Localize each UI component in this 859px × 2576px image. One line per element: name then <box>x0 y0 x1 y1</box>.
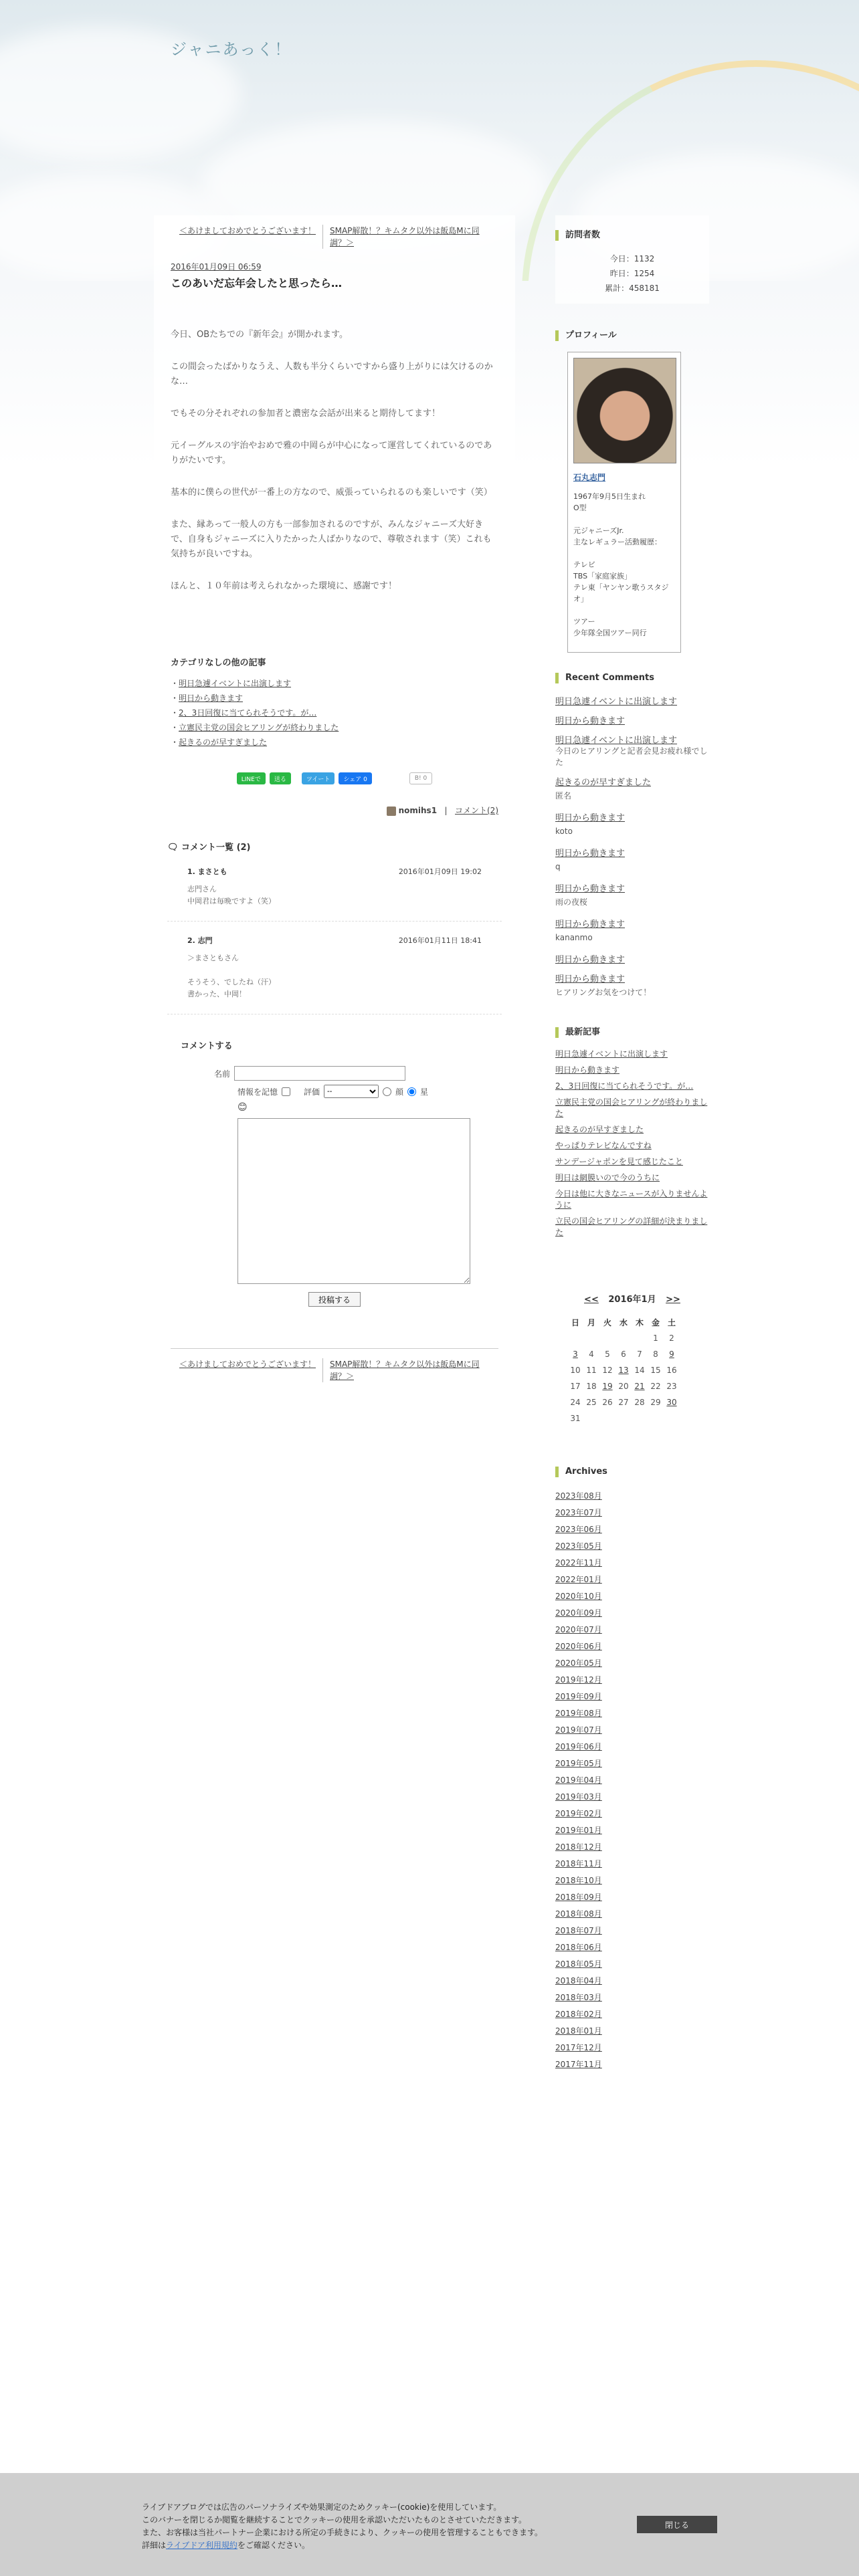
calendar-day <box>632 1330 648 1346</box>
calendar-day <box>632 1346 648 1362</box>
calendar-day-number: 29 <box>650 1398 661 1407</box>
prev-entry-link[interactable]: ＜あけましておめでとうございます！ <box>179 226 316 235</box>
archive-link[interactable]: 2018年02月 <box>555 2010 602 2019</box>
calendar-day[interactable] <box>615 1362 632 1378</box>
recent-comment-link[interactable]: 明日から動きます <box>555 955 626 965</box>
calendar-day <box>567 1378 583 1394</box>
new-entry-link[interactable]: 今日は他に大きなニュースが入りませんように <box>555 1189 708 1210</box>
tweet-button[interactable]: ツイート <box>302 772 335 784</box>
cookie-line: ライブドアブログでは広告のパーソナライズや効果測定のためクッキー(cookie)を使用しています。 <box>142 2502 502 2512</box>
recent-comment-link[interactable]: 明日から動きます <box>555 974 626 984</box>
entry-title: このあいだ忘年会したと思ったら… <box>171 277 343 290</box>
recent-comments-heading: Recent Comments <box>555 673 709 683</box>
calendar-day-number: 12 <box>602 1366 613 1375</box>
cookie-line: このバナーを閉じるか閲覧を継続することでクッキーの使用を承認いただいたものとさせていただきます。 <box>142 2515 527 2525</box>
archive-link[interactable]: 2023年05月 <box>555 1541 602 1551</box>
archive-link[interactable]: 2023年06月 <box>555 1525 602 1534</box>
calendar-day <box>648 1394 664 1410</box>
archive-link[interactable]: 2019年07月 <box>555 1725 602 1735</box>
calendar-day-number: 26 <box>602 1398 613 1407</box>
name-input[interactable] <box>234 1066 405 1081</box>
recent-comment-author: 雨の夜桜 <box>555 897 588 907</box>
new-entry-link[interactable]: 2、3日回復に当てられそうです。が… <box>555 1081 694 1091</box>
comment-textarea[interactable] <box>237 1118 470 1284</box>
archive-link[interactable]: 2019年12月 <box>555 1675 602 1685</box>
calendar-weekday: 水 <box>619 1317 628 1327</box>
calendar-day-number: 15 <box>650 1366 661 1375</box>
calendar-day[interactable] <box>599 1378 615 1394</box>
archive-link[interactable]: 2019年01月 <box>555 1826 602 1835</box>
hatena-bookmark-button[interactable]: B! 0 <box>409 772 432 784</box>
archive-link[interactable]: 2020年07月 <box>555 1625 602 1634</box>
facebook-share-button[interactable]: シェア 0 <box>339 772 371 784</box>
comment-author: 1. まさとも <box>187 867 227 876</box>
calendar-day <box>583 1378 599 1394</box>
line-send-button[interactable]: 送る <box>270 772 291 784</box>
calendar-day-number: 7 <box>637 1350 642 1359</box>
cookie-line: また、お客様は当社パートナー企業における所定の手続きにより、クッキーの使用を管理することもできます。 <box>142 2528 543 2537</box>
calendar-table <box>567 1314 680 1426</box>
cookie-banner <box>0 2473 859 2576</box>
calendar-weekday: 土 <box>667 1317 676 1327</box>
calendar-day <box>583 1330 599 1346</box>
comment-author: 2. 志門 <box>187 936 213 945</box>
entry-paragraph: ほんと、１０年前は考えられなかった環境に、感謝です！ <box>171 581 397 591</box>
calendar-day-number[interactable]: 9 <box>669 1350 674 1359</box>
author-avatar <box>387 807 396 816</box>
calendar <box>555 1292 709 1426</box>
recent-comment-author: kananmo <box>555 933 593 942</box>
calendar-day-number: 24 <box>570 1398 581 1407</box>
recent-comments <box>555 673 709 1000</box>
calendar-weekday: 日 <box>571 1317 579 1327</box>
new-entries <box>555 1027 709 1239</box>
archive-link[interactable]: 2017年12月 <box>555 2043 602 2052</box>
bad-radio[interactable] <box>383 1087 391 1096</box>
calendar-month: 2016年1月 <box>608 1295 656 1305</box>
calendar-day[interactable] <box>632 1378 648 1394</box>
new-entry-link[interactable]: 立憲民主党の国会ヒアリングが終わりました <box>555 1097 708 1118</box>
calendar-day <box>599 1362 615 1378</box>
calendar-day <box>664 1410 680 1426</box>
author-row: nomihs1 | コメント(2) <box>171 804 498 816</box>
calendar-next-link[interactable]: >> <box>666 1295 680 1305</box>
calendar-day <box>632 1394 648 1410</box>
archive-link[interactable]: 2019年04月 <box>555 1776 602 1785</box>
rating-select[interactable] <box>324 1085 379 1098</box>
archive-link[interactable]: 2020年05月 <box>555 1658 602 1668</box>
calendar-day <box>648 1346 664 1362</box>
recent-comment-link[interactable]: 起きるのが早すぎました <box>555 778 652 788</box>
recent-comment-author: ヒアリングお気をつけて！ <box>555 988 652 997</box>
archive-link[interactable]: 2023年08月 <box>555 1491 602 1501</box>
visits-today: 今日：1132 <box>609 254 655 263</box>
rating-label: 評価 <box>304 1087 320 1097</box>
archive-link[interactable]: 2018年06月 <box>555 1943 602 1952</box>
calendar-day <box>615 1410 632 1426</box>
recent-comment-link[interactable]: 明日から動きます <box>555 813 626 823</box>
calendar-day <box>648 1410 664 1426</box>
archive-link[interactable]: 2023年07月 <box>555 1508 602 1517</box>
comment-text: ＞まさともさん そうそう、でしたね（汗） 書かった、中岡！ <box>187 954 276 998</box>
calendar-day-number: 25 <box>586 1398 597 1407</box>
recent-comment-author: 匿名 <box>555 791 572 800</box>
calendar-day-number: 5 <box>605 1350 610 1359</box>
site-title[interactable]: ジャニあっく！ <box>171 40 292 59</box>
new-entry-link[interactable]: 明日急遽イベントに出演します <box>555 1049 668 1059</box>
calendar-day-number[interactable]: 3 <box>573 1350 578 1359</box>
calendar-day <box>664 1330 680 1346</box>
entry-pager-bottom <box>171 1349 498 1389</box>
archive-link[interactable]: 2022年11月 <box>555 1558 602 1568</box>
profile-box <box>555 330 709 653</box>
calendar-day <box>648 1330 664 1346</box>
comment-text: 志門さん 中岡君は毎晩ですよ（笑） <box>187 885 276 905</box>
archive-link[interactable]: 2018年11月 <box>555 1859 602 1868</box>
new-entry-link[interactable]: サンデージャポンを見て感じたこと <box>555 1157 683 1166</box>
new-entry-link[interactable]: 起きるのが早すぎました <box>555 1125 644 1134</box>
calendar-day <box>664 1378 680 1394</box>
archive-link[interactable]: 2019年08月 <box>555 1709 602 1718</box>
recent-comment-link[interactable]: 明日から動きます <box>555 920 626 930</box>
profile-description: 1967年9月5日生まれ O型 元ジャニーズJr. 主なレギュラー活動履歴： テレビ TBS「家庭家族」 テレ東「ヤンヤン歌うスタジオ」 ツアー 少年隊全国ツアー同行 <box>573 492 669 637</box>
calendar-day-number: 23 <box>666 1382 677 1391</box>
archive-link[interactable]: 2018年01月 <box>555 2026 602 2036</box>
profile-name[interactable]: 石丸志門 <box>573 473 606 482</box>
comment-date: 2016年01月11日 18:41 <box>398 936 482 945</box>
calendar-day-number: 6 <box>621 1350 626 1359</box>
calendar-day-number: 31 <box>570 1414 581 1423</box>
calendar-day <box>664 1362 680 1378</box>
sidebar <box>555 215 709 2100</box>
recent-comment-link[interactable]: 明日から動きます <box>555 716 626 726</box>
archive-link[interactable]: 2019年06月 <box>555 1742 602 1751</box>
archive-link[interactable]: 2018年07月 <box>555 1926 602 1935</box>
entry <box>154 261 515 816</box>
calendar-day-number: 28 <box>634 1398 645 1407</box>
author-name: nomihs1 <box>398 806 438 815</box>
new-entry-link[interactable]: 立民の国会ヒアリングの詳細が決まりました <box>555 1216 708 1237</box>
new-entry-link[interactable]: やっぱりテレビなんですね <box>555 1141 652 1150</box>
calendar-day <box>648 1362 664 1378</box>
calendar-day-number: 18 <box>586 1382 597 1391</box>
archive-link[interactable]: 2019年05月 <box>555 1759 602 1768</box>
calendar-day <box>648 1378 664 1394</box>
new-entry-link[interactable]: 明日から動きます <box>555 1065 620 1075</box>
archive-link[interactable]: 2018年10月 <box>555 1876 602 1885</box>
archive-link[interactable]: 2018年08月 <box>555 1909 602 1919</box>
recent-comment-link[interactable]: 明日から動きます <box>555 849 626 859</box>
calendar-day <box>583 1410 599 1426</box>
entry-paragraph: でもその分それぞれの参加者と濃密な会話が出来ると期待してます！ <box>171 409 441 419</box>
cookie-line: 詳細は <box>142 2541 167 2550</box>
calendar-day <box>599 1410 615 1426</box>
good-radio[interactable] <box>407 1087 416 1096</box>
archives <box>555 1467 709 2073</box>
name-label: 名前 <box>214 1069 231 1079</box>
calendar-day-number: 1 <box>653 1333 658 1343</box>
profile-heading: プロフィール <box>555 330 709 341</box>
calendar-weekday: 木 <box>635 1317 644 1327</box>
next-entry-link[interactable]: SMAP解散！？キムタク以外は飯島Mに同調？＞ <box>330 1360 480 1381</box>
archive-link[interactable]: 2019年02月 <box>555 1809 602 1818</box>
calendar-day <box>599 1394 615 1410</box>
related-link[interactable]: 2、3日回復に当てられそうです。が… <box>179 708 317 718</box>
calendar-weekday: 月 <box>587 1317 595 1327</box>
calendar-day <box>567 1330 583 1346</box>
entry-date[interactable]: 2016年01月09日 06:59 <box>171 262 262 272</box>
calendar-day-number: 20 <box>618 1382 629 1391</box>
calendar-day <box>599 1346 615 1362</box>
bad-label: 顔 <box>395 1087 404 1097</box>
entry-paragraph: 元イーグルスの宇治やおめで雅の中岡らが中心になって運営してくれているのでありがたいです。 <box>171 441 492 465</box>
visitor-counter <box>555 215 709 304</box>
calendar-day <box>632 1410 648 1426</box>
calendar-day[interactable] <box>664 1394 680 1410</box>
cookie-line: をご確認ください。 <box>237 2541 310 2550</box>
entry-paragraph: 基本的に僕らの世代が一番上の方なので、威張っていられるのも楽しいです（笑） <box>171 488 492 498</box>
terms-link[interactable]: ライブドア利用規約 <box>166 2541 237 2550</box>
calendar-day-number: 22 <box>650 1382 661 1391</box>
prev-entry-link[interactable]: ＜あけましておめでとうございます！ <box>179 1360 316 1369</box>
calendar-day-number[interactable]: 30 <box>666 1398 677 1407</box>
calendar-day <box>615 1330 632 1346</box>
new-entry-link[interactable]: 明日は網膜いので今のうちに <box>555 1173 660 1182</box>
recent-comment-link[interactable]: 明日急遽イベントに出演します <box>555 697 678 707</box>
calendar-day <box>583 1394 599 1410</box>
calendar-day-number: 27 <box>618 1398 629 1407</box>
emoji-icon[interactable]: 😊 <box>237 1102 248 1113</box>
archive-link[interactable]: 2020年09月 <box>555 1608 602 1618</box>
calendar-day <box>567 1362 583 1378</box>
calendar-day <box>599 1330 615 1346</box>
calendar-day-number: 11 <box>586 1366 597 1375</box>
recent-comment-author: 今日のヒアリングと記者会見お疲れ様でした <box>555 746 708 767</box>
calendar-day-number: 8 <box>653 1350 658 1359</box>
calendar-day-number[interactable]: 13 <box>618 1366 629 1375</box>
related-articles: カテゴリなしの他の記事 ・明日急遽イベントに出演します ・明日から動きます ・2、3日回復に当てられそうです。が… ・立憲民主党の国会ヒアリングが終わりました ・起きるのが早すぎました <box>171 655 498 750</box>
recent-comment-link[interactable]: 明日から動きます <box>555 884 626 894</box>
related-link[interactable]: 立憲民主党の国会ヒアリングが終わりました <box>179 723 339 732</box>
cookie-close-button[interactable]: 閉じる <box>637 2516 717 2533</box>
calendar-day-number: 17 <box>570 1382 581 1391</box>
comments-link[interactable]: コメント(2) <box>455 806 498 815</box>
calendar-prev-link[interactable]: << <box>584 1295 599 1305</box>
calendar-weekday: 火 <box>603 1317 611 1327</box>
calendar-day[interactable] <box>664 1346 680 1362</box>
comment-date: 2016年01月09日 19:02 <box>398 867 482 876</box>
entry-pager-top <box>154 215 515 255</box>
recent-comment-author: koto <box>555 827 573 836</box>
comments-section <box>154 840 515 1014</box>
visits-yesterday: 昨日：1254 <box>609 269 655 278</box>
archive-link[interactable]: 2017年11月 <box>555 2060 602 2069</box>
comment-item <box>167 853 502 922</box>
calendar-day-number[interactable]: 19 <box>602 1382 613 1391</box>
line-share-button[interactable]: LINEで <box>237 772 266 784</box>
remember-checkbox[interactable] <box>282 1087 290 1096</box>
remember-label: 情報を記憶 <box>237 1087 278 1097</box>
archives-heading: Archives <box>555 1467 709 1477</box>
profile-photo <box>573 358 676 463</box>
archive-link[interactable]: 2018年12月 <box>555 1842 602 1852</box>
entry-paragraph: また、縁あって一般人の方も一部参加されるのですが、みんなジャニーズ大好きで、自身もジャニーズに入りたかった人ばかりなので、尊敬されます（笑）これも気持ちが良いですね。 <box>171 520 492 559</box>
related-link[interactable]: 明日から動きます <box>179 693 244 703</box>
submit-button[interactable]: 投稿する <box>308 1292 361 1307</box>
calendar-day <box>615 1378 632 1394</box>
calendar-day <box>567 1394 583 1410</box>
next-entry-link[interactable]: SMAP解散！？キムタク以外は飯島Mに同調？＞ <box>330 226 480 247</box>
entry-paragraph: この間会ったばかりなうえ、人数も半分くらいですから盛り上がりには欠けるのかな… <box>171 362 493 387</box>
calendar-day-number: 10 <box>570 1366 581 1375</box>
related-link[interactable]: 起きるのが早すぎました <box>179 738 268 747</box>
entry-body <box>171 328 498 594</box>
archive-link[interactable]: 2020年06月 <box>555 1642 602 1651</box>
archive-link[interactable]: 2019年09月 <box>555 1692 602 1701</box>
calendar-day-number: 4 <box>589 1350 594 1359</box>
cookie-text <box>142 2501 543 2552</box>
comments-heading: コメント一覧 (2) <box>181 843 251 853</box>
archive-link[interactable]: 2019年03月 <box>555 1792 602 1802</box>
archive-link[interactable]: 2022年01月 <box>555 1575 602 1584</box>
visitor-heading: 訪問者数 <box>555 230 709 241</box>
share-buttons <box>171 772 498 784</box>
calendar-day <box>583 1362 599 1378</box>
calendar-day-number: 2 <box>669 1333 674 1343</box>
calendar-day-number[interactable]: 21 <box>634 1382 645 1391</box>
comment-form-heading: コメントする <box>181 1041 233 1051</box>
entry-paragraph: 今日、OBたちでの『新年会』が開かれます。 <box>171 330 348 340</box>
comment-item <box>167 922 502 1014</box>
recent-comment-link[interactable]: 明日急遽イベントに出演します <box>555 736 678 746</box>
calendar-day-number: 14 <box>634 1366 645 1375</box>
calendar-day <box>567 1410 583 1426</box>
calendar-day[interactable] <box>567 1346 583 1362</box>
visits-total: 累計：458181 <box>605 284 660 293</box>
calendar-day <box>615 1394 632 1410</box>
calendar-day <box>615 1346 632 1362</box>
good-label: 星 <box>420 1087 429 1097</box>
archive-link[interactable]: 2018年04月 <box>555 1976 602 1985</box>
comment-icon: 🗨 <box>167 843 179 853</box>
related-heading: カテゴリなしの他の記事 <box>171 658 266 668</box>
calendar-day <box>632 1362 648 1378</box>
calendar-day-number: 16 <box>666 1366 677 1375</box>
calendar-weekday: 金 <box>651 1317 660 1327</box>
recent-comment-author: q <box>555 862 561 871</box>
archive-link[interactable]: 2020年10月 <box>555 1592 602 1601</box>
related-link[interactable]: 明日急遽イベントに出演します <box>179 679 292 688</box>
main-column <box>154 215 515 1416</box>
comment-form <box>154 1014 515 1307</box>
archive-link[interactable]: 2018年03月 <box>555 1993 602 2002</box>
new-entries-heading: 最新記事 <box>555 1027 709 1038</box>
archive-link[interactable]: 2018年05月 <box>555 1959 602 1969</box>
archive-link[interactable]: 2018年09月 <box>555 1893 602 1902</box>
calendar-day <box>583 1346 599 1362</box>
